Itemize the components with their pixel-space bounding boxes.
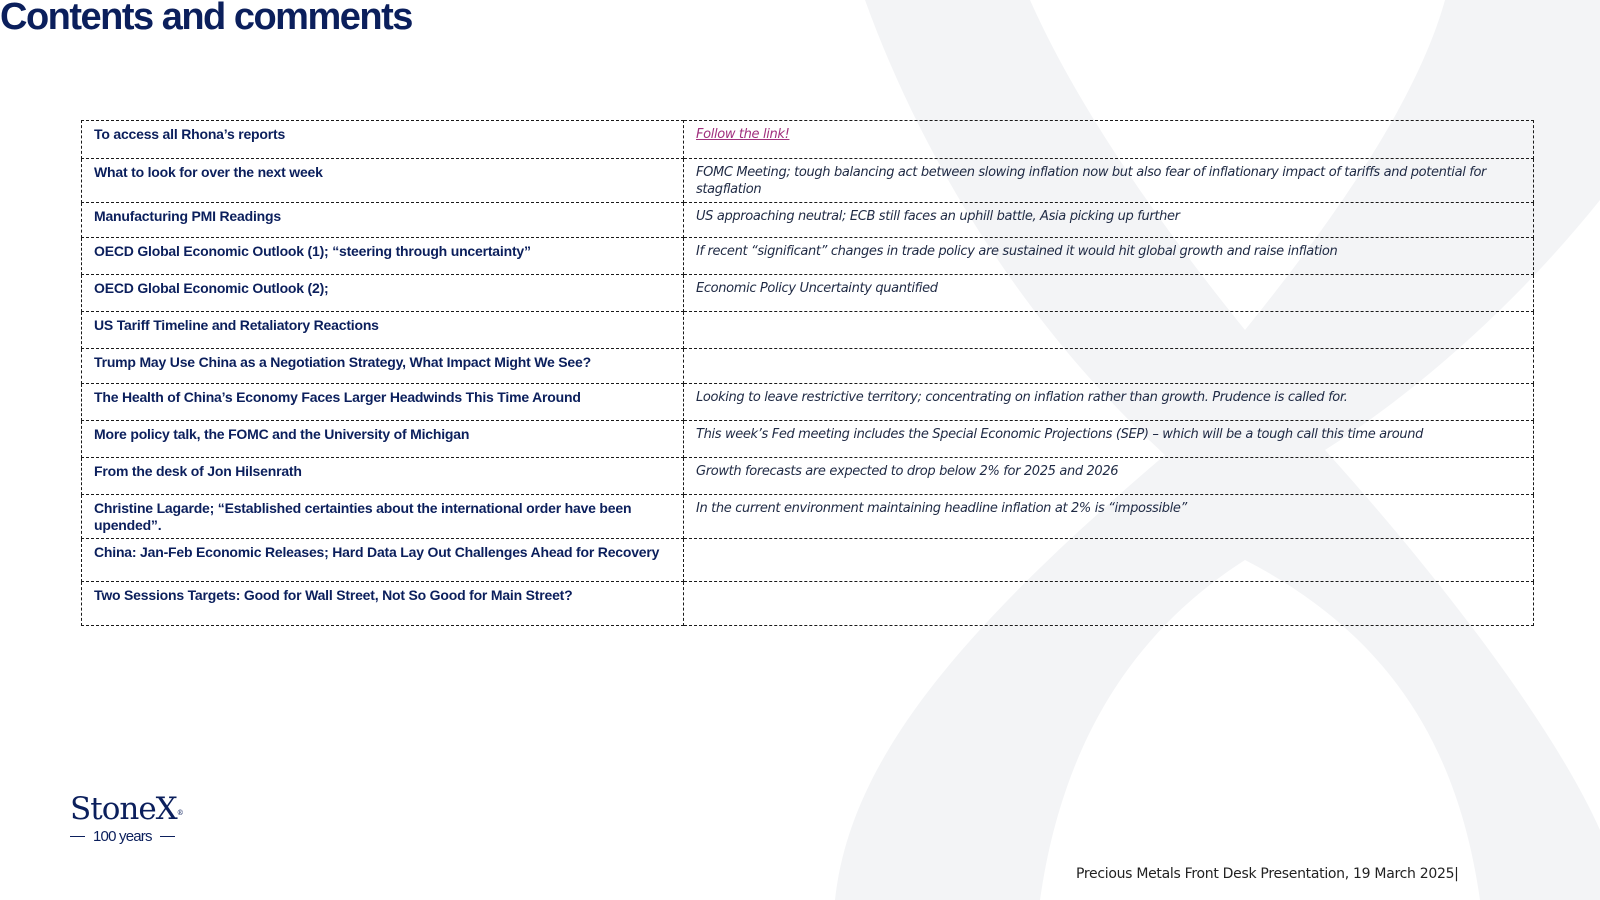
comment-cell	[684, 539, 1534, 582]
table-row	[82, 121, 1534, 159]
comment-cell: If recent “significant” changes in trade policy are sustained it would hit global growth and raise inflation	[684, 238, 1534, 275]
topic-cell: Two Sessions Targets: Good for Wall Street, Not So Good for Main Street?	[82, 582, 684, 626]
comment-cell: This week’s Fed meeting includes the Special Economic Projections (SEP) – which will be a tough call this time around	[684, 421, 1534, 458]
comment-cell: Economic Policy Uncertainty quantified	[684, 275, 1534, 312]
contents-table	[81, 120, 1534, 626]
page-title: Contents and comments	[0, 0, 412, 38]
topic-cell: Manufacturing PMI Readings	[82, 203, 684, 238]
tagline-rule-left	[70, 836, 85, 837]
comment-cell	[684, 349, 1534, 384]
topic-cell: Christine Lagarde; “Established certainties about the international order have been upended”.	[82, 495, 684, 539]
comment-cell: In the current environment maintaining headline inflation at 2% is “impossible”	[684, 495, 1534, 539]
comment-cell: Growth forecasts are expected to drop below 2% for 2025 and 2026	[684, 458, 1534, 495]
tagline-text: 100 years	[93, 828, 152, 845]
table-row	[82, 349, 1534, 384]
follow-link[interactable]: Follow the link!	[684, 121, 1534, 159]
topic-cell: From the desk of Jon Hilsenrath	[82, 458, 684, 495]
comment-cell: Looking to leave restrictive territory; concentrating on inflation rather than growth. Prudence is called for.	[684, 384, 1534, 421]
footer-text: Precious Metals Front Desk Presentation, 19 March 2025|	[1076, 866, 1459, 882]
topic-cell: More policy talk, the FOMC and the University of Michigan	[82, 421, 684, 458]
comment-cell	[684, 582, 1534, 626]
logo-name: StoneX	[70, 791, 177, 827]
tagline-rule-right	[160, 836, 175, 837]
comment-cell	[684, 312, 1534, 349]
table-row	[82, 539, 1534, 582]
topic-cell: What to look for over the next week	[82, 159, 684, 203]
topic-cell: The Health of China’s Economy Faces Larger Headwinds This Time Around	[82, 384, 684, 421]
table-row	[82, 458, 1534, 495]
table-row	[82, 312, 1534, 349]
topic-cell: To access all Rhona’s reports	[82, 121, 684, 159]
topic-cell: OECD Global Economic Outlook (1); “steering through uncertainty”	[82, 238, 684, 275]
comment-cell: FOMC Meeting; tough balancing act between slowing inflation now but also fear of inflationary impact of tariffs and potential for stagflation	[684, 159, 1534, 203]
logo-tagline	[70, 828, 183, 845]
comment-cell: US approaching neutral; ECB still faces an uphill battle, Asia picking up further	[684, 203, 1534, 238]
stonex-logo	[70, 792, 183, 845]
table-row	[82, 203, 1534, 238]
topic-cell: Trump May Use China as a Negotiation Strategy, What Impact Might We See?	[82, 349, 684, 384]
registered-mark: ®	[176, 809, 183, 817]
table-row	[82, 384, 1534, 421]
table-row	[82, 495, 1534, 539]
table-row	[82, 159, 1534, 203]
logo-wordmark	[70, 792, 183, 826]
table-row	[82, 582, 1534, 626]
table-row	[82, 275, 1534, 312]
table-row	[82, 421, 1534, 458]
topic-cell: US Tariff Timeline and Retaliatory Reactions	[82, 312, 684, 349]
topic-cell: China: Jan-Feb Economic Releases; Hard Data Lay Out Challenges Ahead for Recovery	[82, 539, 684, 582]
table-row	[82, 238, 1534, 275]
topic-cell: OECD Global Economic Outlook (2);	[82, 275, 684, 312]
